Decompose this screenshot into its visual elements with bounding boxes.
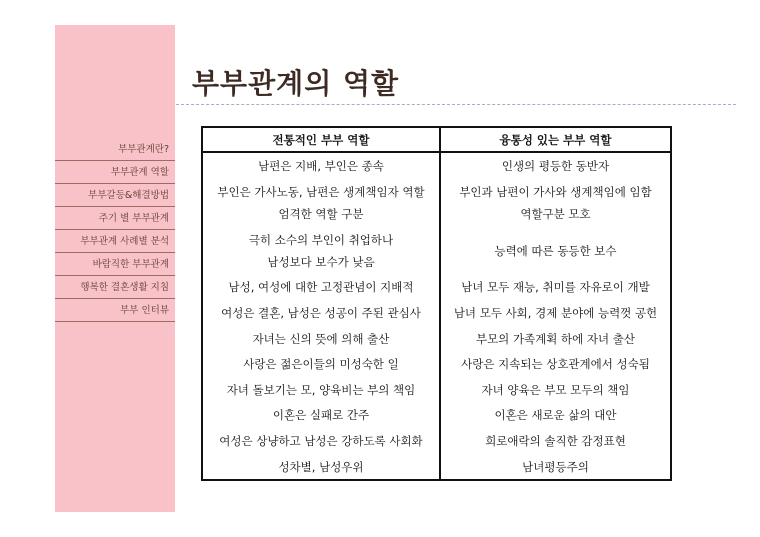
- nav-item-interview[interactable]: 부부 인터뷰: [55, 301, 175, 322]
- table-body: [202, 152, 671, 480]
- table-header-row: [202, 127, 671, 152]
- header-traditional: 전통적인 부부 역할: [202, 127, 440, 152]
- flexible-role-cell: 남녀평등주의: [522, 459, 589, 474]
- flexible-role-cell: 부인과 남편이 가사와 생계책임에 임함 역할구분 모호: [459, 184, 652, 221]
- flexible-role-cell: 이혼은 새로운 삶의 대안: [494, 408, 617, 423]
- header-flexible: 융통성 있는 부부 역할: [440, 127, 671, 152]
- sidebar-nav: [55, 140, 175, 324]
- table-row: [202, 300, 671, 326]
- nav-item-roles[interactable]: 부부관계 역할: [55, 163, 175, 184]
- flexible-role-cell: 인생의 평등한 동반자: [501, 158, 610, 173]
- flexible-role-cell: 희로애락의 솔직한 감정표현: [485, 433, 626, 448]
- table-row: [202, 152, 671, 179]
- traditional-role-cell: 부인은 가사노동, 남편은 생계책임자 역할 엄격한 역할 구분: [202, 179, 440, 227]
- table-row: [202, 428, 671, 454]
- nav-item-case-analysis[interactable]: 부부관계 사례별 분석: [55, 232, 175, 253]
- nav-item-guidelines[interactable]: 행복한 결혼생활 지침: [55, 278, 175, 299]
- flexible-role-cell: 부모의 가족계획 하에 자녀 출산: [475, 331, 636, 346]
- traditional-role-cell: 남성, 여성에 대한 고정관념이 지배적: [202, 275, 440, 301]
- traditional-role-cell: 성차별, 남성우위: [202, 454, 440, 481]
- nav-item-conflict[interactable]: 부부갈등&해결방법: [55, 186, 175, 207]
- table-row: [202, 227, 671, 275]
- traditional-role-cell: 이혼은 실패로 간주: [202, 403, 440, 429]
- nav-item-ideal[interactable]: 바람직한 부부관계: [55, 255, 175, 276]
- traditional-role-cell: 여성은 결혼, 남성은 성공이 주된 관심사: [202, 300, 440, 326]
- flexible-role-cell: 능력에 따른 동등한 보수: [494, 243, 617, 258]
- nav-item-cycle[interactable]: 주기 별 부부관계: [55, 209, 175, 230]
- page-title: 부부관계의 역할: [192, 67, 400, 100]
- table-row: [202, 377, 671, 403]
- title-divider: [176, 104, 736, 105]
- table-row: [202, 351, 671, 377]
- roles-table: [201, 126, 672, 481]
- traditional-role-cell: 극히 소수의 부인이 취업하나 남성보다 보수가 낮음: [202, 227, 440, 275]
- flexible-role-cell: 남녀 모두 재능, 취미를 자유로이 개발: [461, 280, 650, 295]
- flexible-role-cell: 자녀 양육은 부모 모두의 책임: [481, 382, 630, 397]
- traditional-role-cell: 자녀는 신의 뜻에 의해 출산: [202, 326, 440, 352]
- table-row: [202, 454, 671, 481]
- traditional-role-cell: 자녀 돌보기는 모, 양육비는 부의 책임: [202, 377, 440, 403]
- flexible-role-cell: 사랑은 지속되는 상호관계에서 성숙됨: [461, 357, 650, 372]
- table-row: [202, 326, 671, 352]
- nav-item-definition[interactable]: 부부관계란?: [55, 140, 175, 161]
- traditional-role-cell: 여성은 상냥하고 남성은 강하도록 사회화: [202, 428, 440, 454]
- flexible-role-cell: 남녀 모두 사회, 경제 분야에 능력껏 공헌: [453, 305, 658, 320]
- table-row: [202, 179, 671, 227]
- traditional-role-cell: 사랑은 젊은이들의 미성숙한 일: [202, 351, 440, 377]
- traditional-role-cell: 남편은 지배, 부인은 종속: [202, 152, 440, 179]
- table-row: [202, 275, 671, 301]
- table-row: [202, 403, 671, 429]
